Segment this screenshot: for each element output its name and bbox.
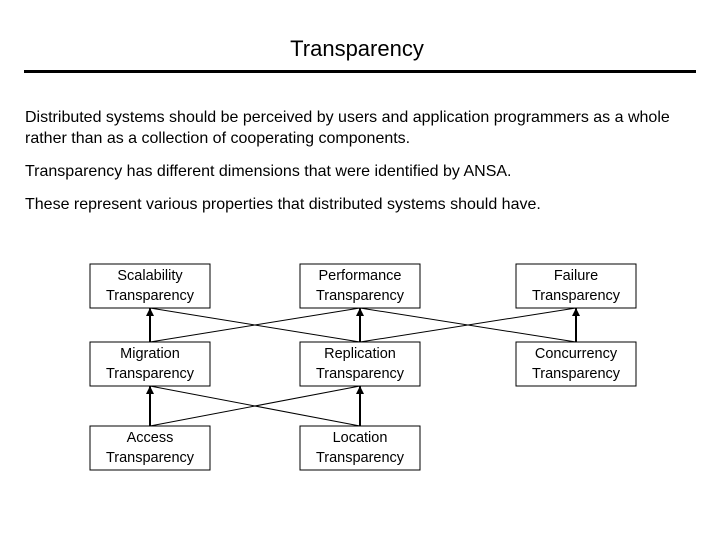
- node-label-line1: Scalability: [117, 268, 183, 284]
- node-label-line2: Transparency: [105, 450, 195, 466]
- node-label-line2: Transparency: [315, 366, 405, 382]
- node-label-line1: Replication: [324, 346, 396, 362]
- ansa-paragraph: Transparency has different dimensions that were identified by ANSA.: [25, 163, 512, 180]
- node-label-line1: Access: [126, 430, 174, 446]
- node-access: [90, 426, 210, 470]
- node-label-line2: Transparency: [315, 450, 405, 466]
- node-scalability: [90, 264, 210, 308]
- nodes-layer: [90, 264, 636, 470]
- node-label-line2: Transparency: [531, 366, 621, 382]
- node-label-line1: Performance: [318, 268, 402, 284]
- node-label-line1: Migration: [120, 346, 180, 362]
- intro-paragraph: Distributed systems should be perceived by users and application programmers as a whole rather than as a collection of cooperating components.: [25, 109, 670, 147]
- node-label-line2: Transparency: [531, 288, 621, 304]
- node-replication: [300, 342, 420, 386]
- node-location: [300, 426, 420, 470]
- node-failure: [516, 264, 636, 308]
- node-concurrency: [516, 342, 636, 386]
- node-label-line1: Location: [332, 430, 388, 446]
- node-label-line2: Transparency: [105, 366, 195, 382]
- node-migration: [90, 342, 210, 386]
- node-label-line1: Failure: [553, 268, 599, 284]
- node-performance: [300, 264, 420, 308]
- properties-paragraph: These represent various properties that distributed systems should have.: [25, 196, 541, 213]
- node-label-line2: Transparency: [315, 288, 405, 304]
- node-label-line2: Transparency: [105, 288, 195, 304]
- node-label-line1: Concurrency: [534, 346, 618, 362]
- slide-title: Transparency: [290, 36, 424, 61]
